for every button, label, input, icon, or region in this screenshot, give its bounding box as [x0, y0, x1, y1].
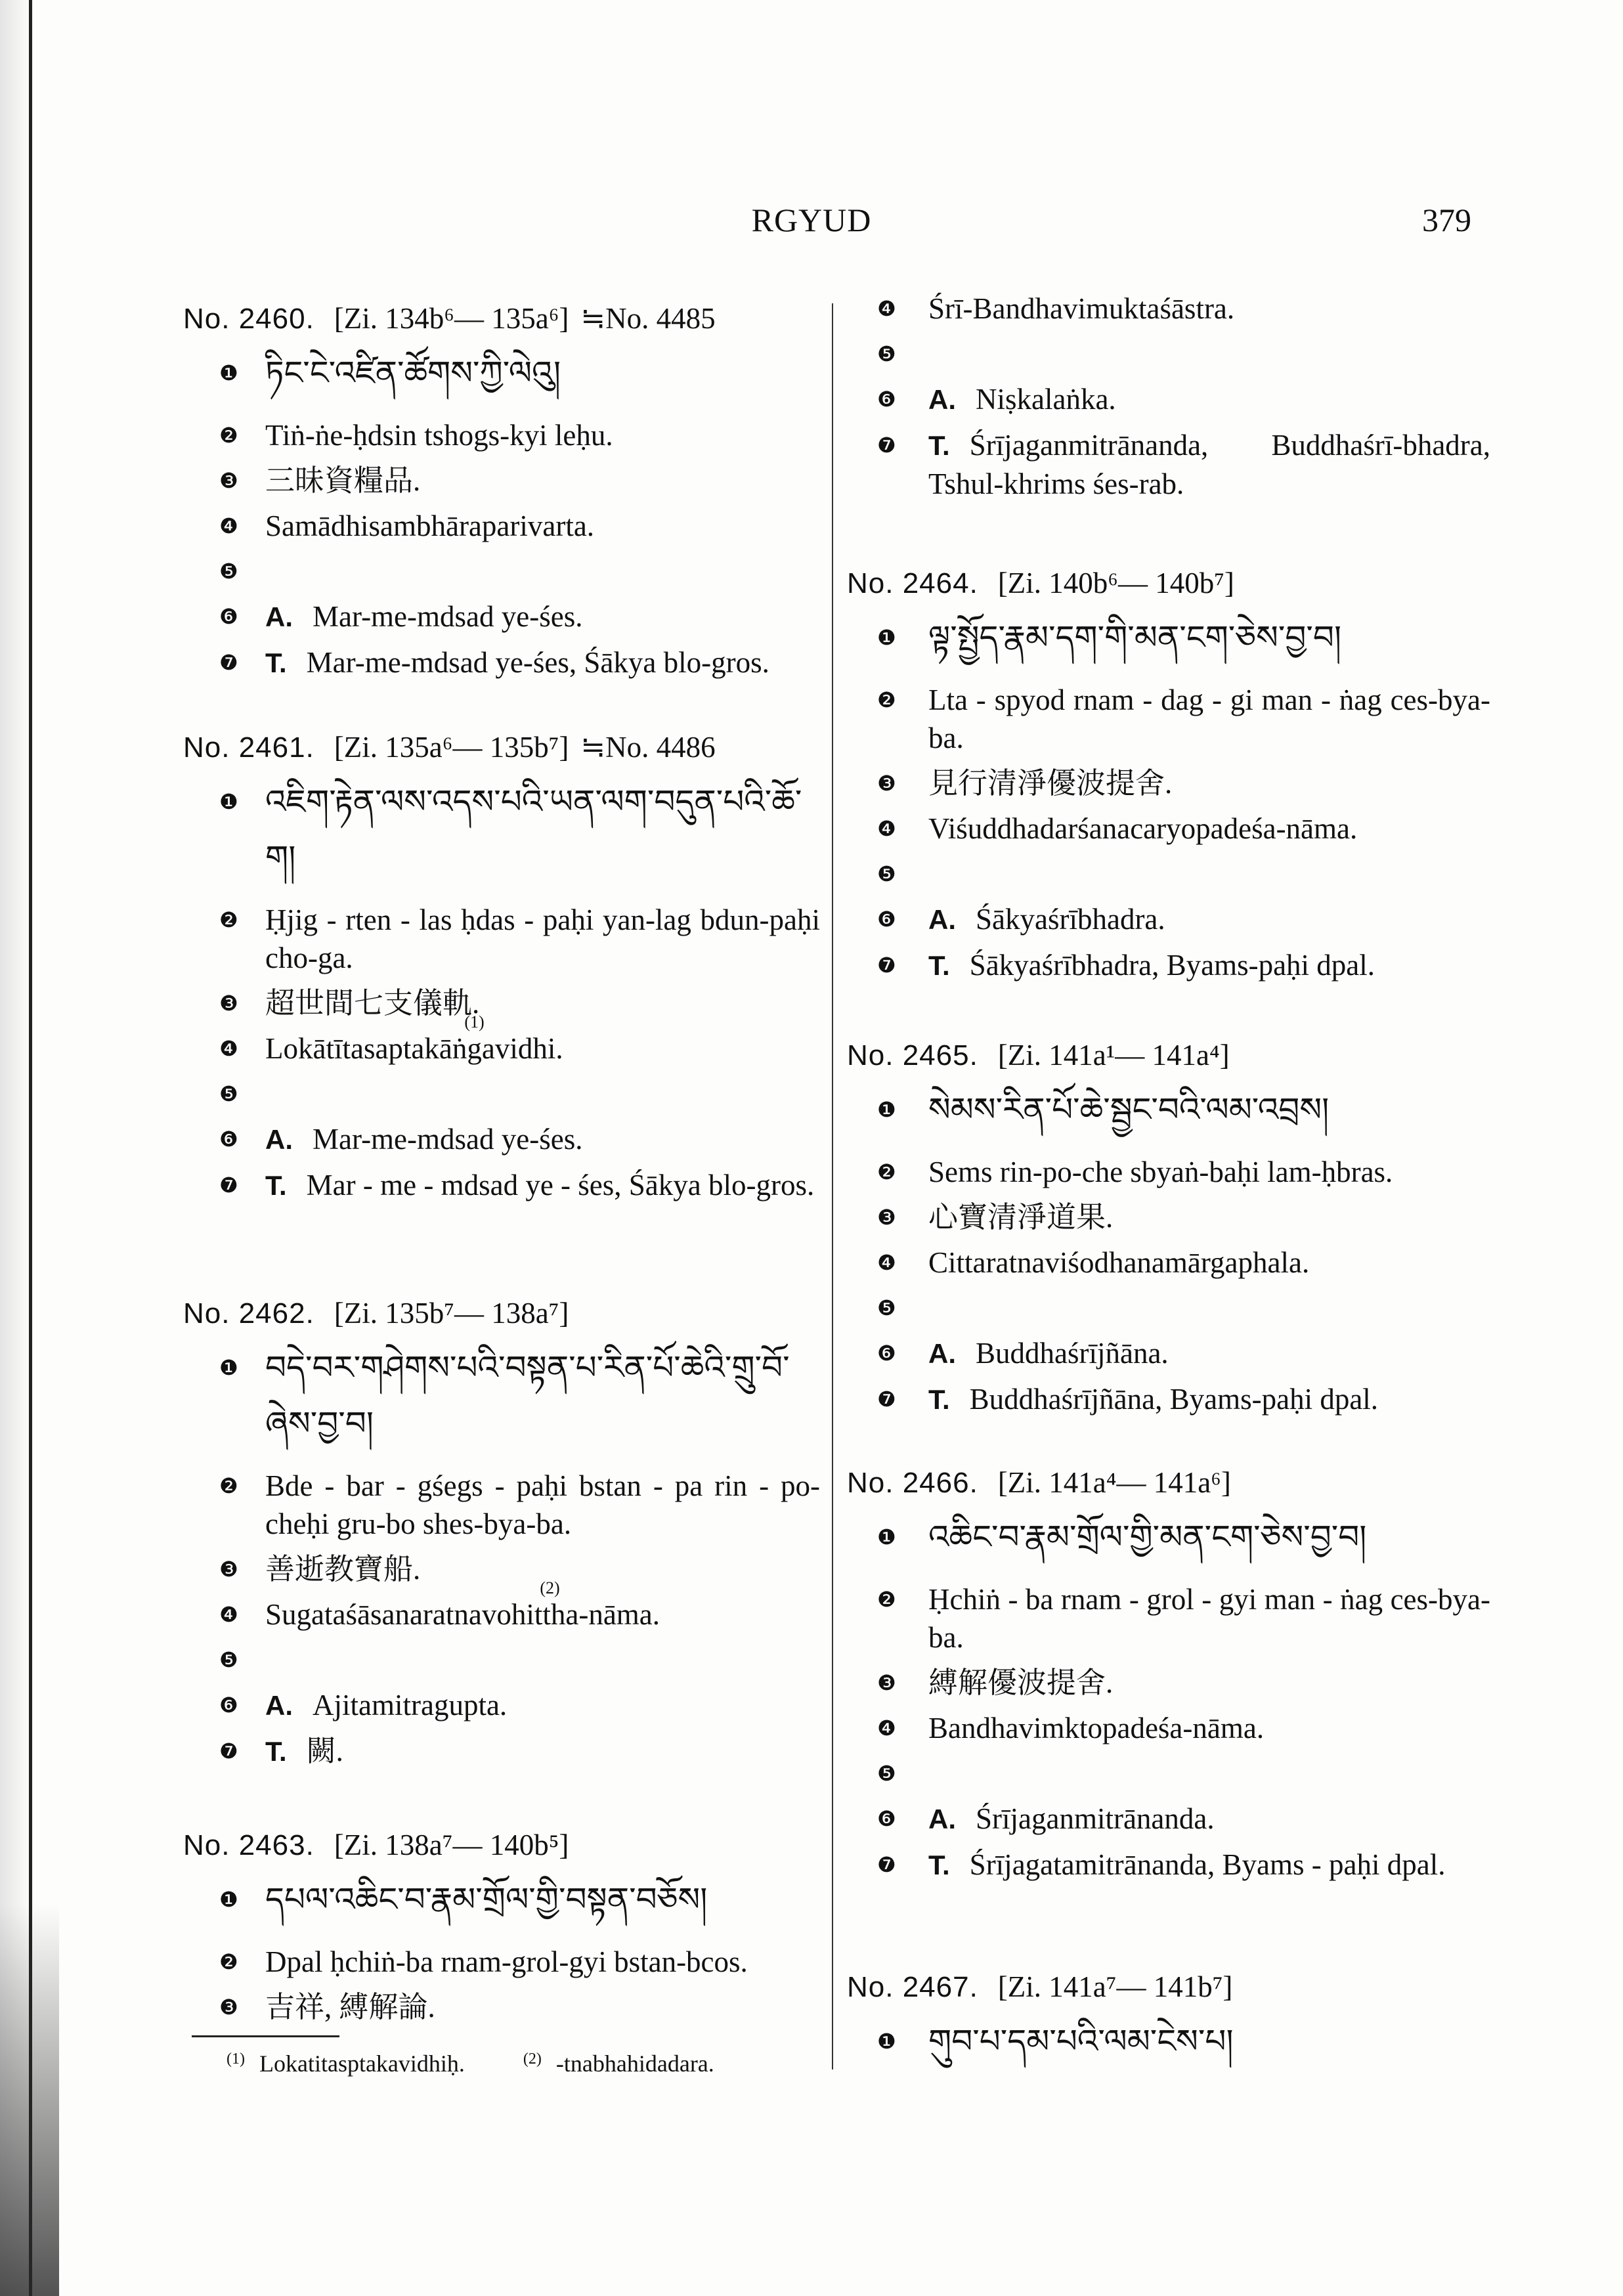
entry-number: No. 2466.	[847, 1467, 978, 1499]
field-text: Buddhaśrījñāna, Byams-paḥi dpal.	[969, 1383, 1379, 1416]
field-text: Cittaratnaviśodhanamārgaphala.	[928, 1246, 1310, 1279]
field-row	[847, 426, 1490, 503]
circled-number-marker: ❻	[219, 1127, 238, 1152]
field-row	[183, 1732, 820, 1771]
field-text: འཇིག་རྟེན་ལས་འདས་པའི་ཡན་ལག་བདུན་པའི་ཆོ་ག།	[265, 783, 802, 876]
field-value	[928, 946, 1490, 985]
field-row	[183, 1686, 820, 1725]
tibetan-title-row	[183, 1340, 820, 1452]
field-text: བདེ་བར་གཤེགས་པའི་བསྟན་པ་རིན་པོ་ཆེའི་གྲུ་བོ་ཞེས་བྱ་བ།	[265, 1349, 790, 1442]
circled-number-marker: ❷	[219, 423, 238, 448]
field-row	[847, 1334, 1490, 1373]
circled-number-marker: ❹	[219, 1036, 238, 1061]
circled-number-marker: ❺	[877, 861, 896, 886]
tibetan-title-row	[847, 2014, 1490, 2069]
field-row	[847, 855, 1490, 893]
translator-label: T.	[928, 1850, 950, 1880]
circled-number-marker: ❼	[219, 1739, 238, 1764]
entry-heading	[847, 1463, 1490, 1502]
field-text-continued: tha-nāma.	[542, 1598, 660, 1631]
field-value	[928, 810, 1490, 848]
circled-number-marker: ❸	[877, 771, 896, 796]
field-text: 心寶清淨道果.	[928, 1201, 1114, 1234]
circled-number-marker: ❻	[877, 387, 896, 412]
author-label: A.	[928, 384, 956, 415]
field-value	[265, 1943, 820, 1981]
field-text: Ajitamitragupta.	[313, 1689, 508, 1722]
field-value	[265, 984, 820, 1022]
footnote-1: $^{(1)}$ Lokatitasptakavidhiḥ.	[227, 2050, 465, 2077]
circled-number-marker: ❼	[877, 433, 896, 458]
entry-heading	[847, 563, 1490, 603]
circled-number-marker: ❹	[219, 513, 238, 538]
catalog-entry	[847, 563, 1490, 985]
folio-reference: [Zi. 141a¹— 141a⁴]	[997, 1039, 1230, 1072]
field-row	[847, 810, 1490, 848]
running-head: RGYUD	[751, 202, 872, 238]
tibetan-title	[265, 1340, 820, 1452]
tibetan-title-row	[847, 610, 1490, 666]
field-text: Śrījagatamitrānanda, Byams - paḥi dpal.	[969, 1848, 1446, 1881]
folio-reference: [Zi. 135b⁷— 138a⁷]	[334, 1297, 569, 1330]
field-row	[183, 1641, 820, 1679]
circled-number-marker: ❹	[877, 296, 896, 321]
circled-number-marker: ❻	[877, 1806, 896, 1831]
circled-number-marker: ❸	[877, 1205, 896, 1230]
circled-number-marker: ❶	[877, 1097, 896, 1122]
field-row	[847, 1289, 1490, 1327]
circled-number-marker: ❼	[219, 650, 238, 675]
field-row	[847, 681, 1490, 757]
field-row	[847, 1846, 1490, 1884]
field-value	[265, 552, 820, 590]
field-text: Ḥjig - rten - las ḥdas - paḥi yan-lag bdun-paḥi cho-ga.	[265, 903, 820, 974]
circled-number-marker: ❻	[877, 1341, 896, 1366]
entry-number: No. 2467.	[847, 1971, 978, 2003]
field-row	[847, 290, 1490, 328]
circled-number-marker: ❸	[219, 1557, 238, 1582]
circled-number-marker: ❶	[877, 2029, 896, 2054]
field-value	[928, 1580, 1490, 1657]
field-text: གུབ་པ་དམ་པའི་ལམ་ངེས་པ།	[928, 2023, 1234, 2060]
tibetan-title	[928, 610, 1490, 666]
circled-number-marker: ❷	[219, 907, 238, 932]
field-row	[183, 416, 820, 454]
field-row	[847, 946, 1490, 985]
translator-label: T.	[265, 647, 287, 678]
field-text: Bde - bar - gśegs - paḥi bstan - pa rin - po-cheḥi gru-bo shes-bya-ba.	[265, 1469, 820, 1540]
entry-heading	[847, 1035, 1490, 1075]
translator-label: T.	[928, 1384, 950, 1415]
field-value	[265, 507, 820, 545]
entry-number: No. 2463.	[183, 1829, 314, 1861]
translator-label: T.	[928, 950, 950, 981]
field-value	[928, 900, 1490, 939]
catalog-entry	[847, 282, 1490, 503]
field-value	[265, 462, 820, 500]
circled-number-marker: ❶	[219, 360, 238, 385]
field-value	[265, 597, 820, 636]
field-text: Lta - spyod rnam - dag - gi man - ṅag ces-bya-ba.	[928, 683, 1490, 754]
catalog-entry	[183, 1825, 820, 2026]
field-text: Mar-me-mdsad ye-śes.	[313, 1123, 583, 1156]
circled-number-marker: ❸	[219, 991, 238, 1016]
field-text: 闕.	[306, 1735, 343, 1767]
circled-number-marker: ❸	[219, 468, 238, 493]
field-value	[928, 1334, 1490, 1373]
circled-number-marker: ❶	[877, 625, 896, 650]
field-value	[928, 380, 1490, 419]
circled-number-marker: ❷	[877, 1587, 896, 1612]
circled-number-marker: ❺	[219, 1081, 238, 1106]
concordance-number: ≒No. 4485	[580, 302, 716, 335]
field-value	[928, 290, 1490, 328]
field-value	[928, 1244, 1490, 1282]
field-text: 三昧資糧品.	[265, 464, 421, 497]
field-row	[847, 1664, 1490, 1702]
field-value	[265, 901, 820, 977]
field-value	[928, 1846, 1490, 1884]
field-text: 縛解優波提舍.	[928, 1666, 1114, 1699]
field-text: Ḥchiṅ - ba rnam - grol - gyi man - ṅag ces-bya-ba.	[928, 1583, 1490, 1654]
folio-reference: [Zi. 141a⁷— 141b⁷]	[997, 1970, 1233, 2003]
field-value	[265, 1012, 820, 1068]
circled-number-marker: ❼	[219, 1173, 238, 1198]
entry-heading	[183, 1293, 820, 1333]
circled-number-marker: ❹	[877, 816, 896, 841]
field-text: འཆིང་བ་རྣམ་གྲོལ་གྱི་མན་ངག་ཅེས་བྱ་བ།	[928, 1519, 1367, 1555]
field-text: Buddhaśrījñāna.	[976, 1337, 1169, 1370]
footnote-anchor	[464, 1012, 563, 1065]
entry-number: No. 2460.	[183, 303, 314, 335]
field-row	[183, 1943, 820, 1981]
circled-number-marker: ❻	[219, 1693, 238, 1718]
field-row	[847, 1580, 1490, 1657]
circled-number-marker: ❺	[877, 1761, 896, 1786]
circled-number-marker: ❺	[219, 559, 238, 584]
field-value	[265, 1578, 820, 1634]
field-row	[183, 597, 820, 636]
translator-label: T.	[265, 1170, 287, 1201]
entry-number: No. 2464.	[847, 567, 978, 599]
footnotes	[227, 2050, 714, 2077]
field-row	[183, 1988, 820, 2026]
field-row	[183, 507, 820, 545]
footnote-reference: (1)	[464, 1012, 485, 1031]
field-value	[928, 335, 1490, 373]
field-text: Samādhisambhāraparivarta.	[265, 509, 595, 542]
circled-number-marker: ❺	[877, 341, 896, 366]
field-row	[847, 1244, 1490, 1282]
field-text: Lokātītasaptakāṅ	[265, 1032, 467, 1065]
entry-heading	[183, 1825, 820, 1865]
author-label: A.	[265, 1690, 293, 1721]
tibetan-title	[928, 1082, 1490, 1138]
field-value	[928, 764, 1490, 802]
tibetan-title	[928, 1509, 1490, 1565]
field-text: 超世間七支儀軌.	[265, 987, 480, 1020]
field-row	[183, 901, 820, 977]
tibetan-title	[265, 345, 820, 401]
field-value	[928, 1153, 1490, 1191]
field-text: Mar-me-mdsad ye-śes.	[313, 600, 583, 633]
field-text: Śrī-Bandhavimuktaśāstra.	[928, 292, 1235, 325]
field-row	[183, 462, 820, 500]
folio-reference: [Zi. 138a⁷— 140b⁵]	[334, 1829, 569, 1861]
field-text: Bandhavimktopadeśa-nāma.	[928, 1712, 1265, 1744]
field-text: ཏིང་ངེ་འཛིན་ཚོགས་ཀྱི་ལེའུ།	[265, 355, 561, 391]
circled-number-marker: ❼	[877, 1387, 896, 1412]
entry-heading	[183, 299, 820, 338]
circled-number-marker: ❹	[877, 1716, 896, 1741]
circled-number-marker: ❶	[219, 1887, 238, 1912]
column-divider	[832, 303, 833, 2069]
field-value	[265, 1686, 820, 1725]
footnote-reference: (2)	[540, 1578, 560, 1597]
tibetan-title-row	[183, 774, 820, 886]
circled-number-marker: ❺	[219, 1647, 238, 1672]
circled-number-marker: ❺	[877, 1295, 896, 1320]
field-text: Dpal ḥchiṅ-ba rnam-grol-gyi bstan-bcos.	[265, 1945, 748, 1978]
folio-reference: [Zi. 135a⁶— 135b⁷]	[334, 731, 569, 764]
circled-number-marker: ❸	[219, 1995, 238, 2020]
tibetan-title	[265, 774, 820, 886]
field-value	[265, 1120, 820, 1159]
field-row	[847, 900, 1490, 939]
footnote-anchor	[540, 1578, 660, 1631]
field-text: Mar - me - mdsad ye - śes, Śākya blo-gros.	[306, 1169, 815, 1202]
field-value	[928, 1289, 1490, 1327]
field-row	[183, 1578, 820, 1634]
tibetan-title	[265, 1872, 820, 1928]
field-row	[183, 1120, 820, 1159]
circled-number-marker: ❶	[877, 1525, 896, 1549]
field-row	[847, 1380, 1490, 1419]
tibetan-title	[928, 2014, 1490, 2069]
field-row	[183, 552, 820, 590]
field-text-continued: gavidhi.	[467, 1032, 563, 1065]
field-value	[265, 1641, 820, 1679]
field-value	[265, 1467, 820, 1543]
page-number: 379	[1422, 202, 1471, 238]
field-text: སེམས་རིན་པོ་ཆེ་སྦྱང་བའི་ལམ་འབྲས།	[928, 1091, 1330, 1128]
field-row	[183, 1166, 820, 1205]
folio-reference: [Zi. 140b⁶— 140b⁷]	[997, 567, 1234, 599]
catalog-entry	[847, 1463, 1490, 1884]
field-text: Mar-me-mdsad ye-śes, Śākya blo-gros.	[306, 646, 769, 679]
field-text: Viśuddhadarśanacaryopadeśa-nāma.	[928, 812, 1358, 845]
entry-heading	[847, 1967, 1490, 2006]
circled-number-marker: ❹	[219, 1602, 238, 1627]
footnote-rule	[192, 2035, 339, 2037]
field-text: Sems rin-po-che sbyaṅ-baḥi lam-ḥbras.	[928, 1156, 1393, 1188]
author-label: A.	[265, 601, 293, 632]
field-value	[928, 1380, 1490, 1419]
author-label: A.	[928, 1804, 956, 1834]
field-text: ལྟ་སྤྱོད་རྣམ་དག་གི་མན་ངག་ཅེས་བྱ་བ།	[928, 619, 1342, 656]
author-label: A.	[928, 904, 956, 935]
field-text: Tiṅ-ṅe-ḥdsin tshogs-kyi leḥu.	[265, 419, 613, 452]
field-text: Śākyaśrībhadra.	[976, 903, 1165, 936]
field-text: Sugataśāsanaratnavohit	[265, 1598, 543, 1631]
field-row	[847, 1709, 1490, 1747]
tibetan-title-row	[847, 1082, 1490, 1138]
circled-number-marker: ❷	[877, 1159, 896, 1184]
field-value	[265, 1732, 820, 1771]
catalog-entry	[847, 1967, 1490, 2085]
tibetan-title-row	[183, 345, 820, 401]
circled-number-marker: ❷	[877, 687, 896, 712]
field-value	[928, 1754, 1490, 1792]
field-text: དཔལ་འཆིང་བ་རྣམ་གྲོལ་གྱི་བསྟན་བཅོས།	[265, 1881, 708, 1918]
field-text: 見行清淨優波提舍.	[928, 767, 1173, 800]
field-row	[847, 1198, 1490, 1236]
field-text: 吉祥, 縛解論.	[265, 1991, 435, 2024]
circled-number-marker: ❸	[877, 1670, 896, 1695]
field-value	[928, 1664, 1490, 1702]
field-text: Niṣkalaṅka.	[976, 383, 1116, 416]
field-value	[265, 1075, 820, 1113]
entry-number: No. 2465.	[847, 1039, 978, 1072]
field-value	[928, 1709, 1490, 1747]
translator-label: T.	[265, 1736, 287, 1767]
circled-number-marker: ❶	[219, 1355, 238, 1380]
catalog-entry	[183, 299, 820, 682]
tibetan-title-row	[847, 1509, 1490, 1565]
entry-number: No. 2461.	[183, 731, 314, 764]
field-value	[265, 643, 820, 682]
field-row	[847, 1153, 1490, 1191]
circled-number-marker: ❹	[877, 1250, 896, 1275]
field-value	[928, 681, 1490, 757]
entry-heading	[183, 727, 820, 767]
field-text: Śrījaganmitrānanda, Buddhaśrī-bhadra, Tshul-khrims śes-rab.	[928, 429, 1490, 500]
author-label: A.	[928, 1338, 956, 1369]
tibetan-title-row	[183, 1872, 820, 1928]
folio-reference: [Zi. 134b⁶— 135a⁶]	[334, 302, 569, 335]
field-row	[183, 1075, 820, 1113]
author-label: A.	[265, 1124, 293, 1155]
circled-number-marker: ❻	[219, 604, 238, 629]
circled-number-marker: ❷	[219, 1949, 238, 1974]
field-value	[265, 1166, 820, 1205]
field-row	[183, 1012, 820, 1068]
field-value	[928, 855, 1490, 893]
footnote-2: $^{(2)}$ -tnabhahidadara.	[523, 2050, 714, 2077]
circled-number-marker: ❶	[219, 789, 238, 814]
field-row	[847, 380, 1490, 419]
field-value	[265, 1988, 820, 2026]
catalog-entry	[183, 727, 820, 1205]
entry-number: No. 2462.	[183, 1297, 314, 1330]
field-value	[928, 1198, 1490, 1236]
field-value	[928, 1800, 1490, 1838]
circled-number-marker: ❻	[877, 907, 896, 932]
field-value	[928, 426, 1490, 503]
field-text: 善逝教寶船.	[265, 1553, 421, 1586]
field-row	[183, 1467, 820, 1543]
field-row	[183, 643, 820, 682]
circled-number-marker: ❷	[219, 1473, 238, 1498]
translator-label: T.	[928, 430, 950, 461]
field-text: Śrījaganmitrānanda.	[976, 1802, 1215, 1835]
folio-reference: [Zi. 141a⁴— 141a⁶]	[997, 1466, 1231, 1499]
catalog-entry	[847, 1035, 1490, 1419]
field-row	[847, 1800, 1490, 1838]
concordance-number: ≒No. 4486	[580, 731, 716, 764]
catalog-entry	[183, 1293, 820, 1771]
circled-number-marker: ❼	[877, 953, 896, 978]
field-value	[265, 416, 820, 454]
field-row	[183, 1550, 820, 1588]
scan-edge-shadow	[0, 1904, 59, 2296]
field-row	[847, 1754, 1490, 1792]
field-text: Śākyaśrībhadra, Byams-paḥi dpal.	[969, 949, 1375, 982]
circled-number-marker: ❼	[877, 1852, 896, 1877]
field-row	[847, 335, 1490, 373]
field-row	[847, 764, 1490, 802]
field-row	[183, 984, 820, 1022]
